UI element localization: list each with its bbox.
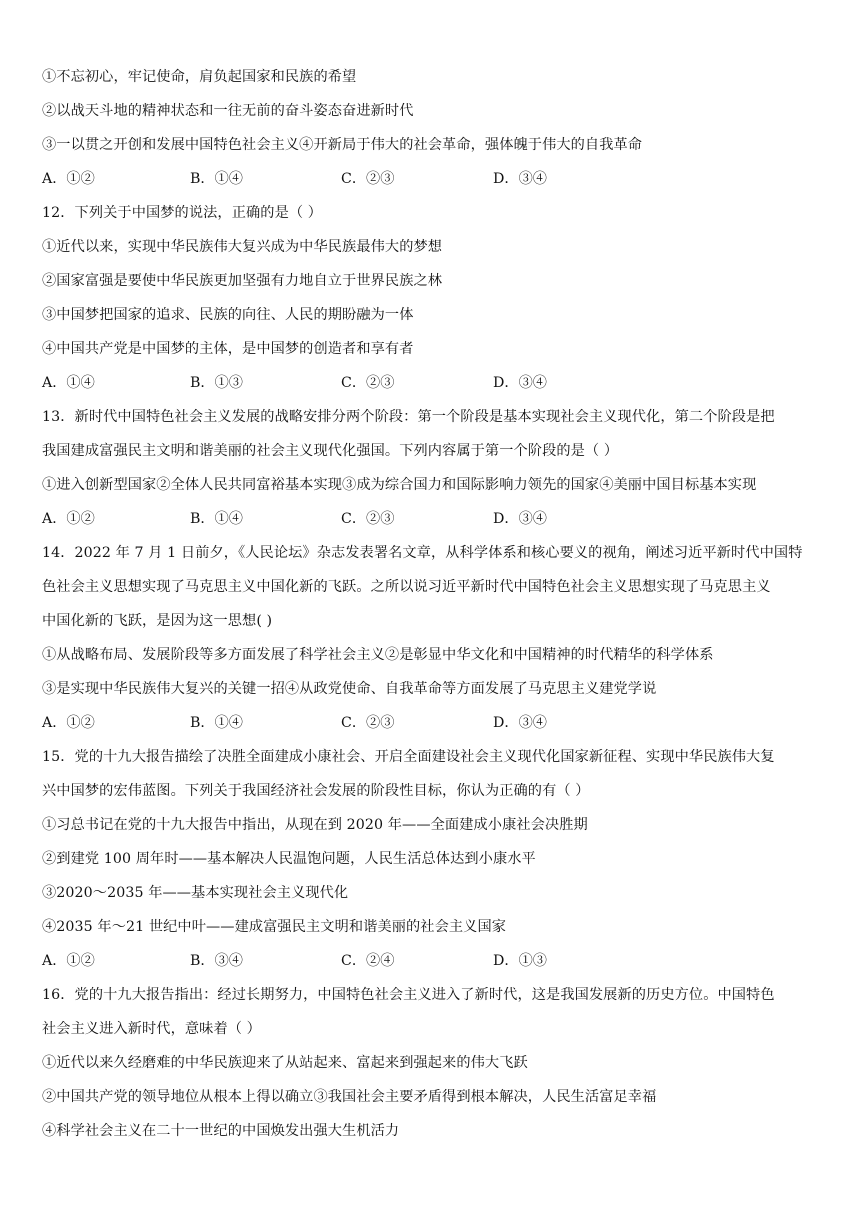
choice-a: A．①②	[42, 511, 95, 527]
answer-choices-q14	[42, 713, 822, 733]
q13-statements: ①进入创新型国家②全体人民共同富裕基本实现③成为综合国力和国际影响力领先的国家④美丽中国目标基本实现	[42, 477, 757, 493]
choice-c: C．②③	[341, 511, 395, 527]
choice-a: A．①④	[42, 375, 95, 391]
choice-d: D．③④	[493, 511, 547, 527]
choice-d: D．③④	[493, 171, 547, 187]
choice-a: A．①②	[42, 171, 95, 187]
answer-choices-q11	[42, 169, 822, 189]
question-15-stem-line-1: 15．党的十九大报告描绘了决胜全面建成小康社会、开启全面建设社会主义现代化国家新征程、实现中华民族伟大复	[42, 749, 775, 765]
question-16-stem-line-2: 社会主义进入新时代，意味着（ ）	[42, 1021, 261, 1037]
choice-c: C．②③	[341, 715, 395, 731]
q16-statement-1: ①近代以来久经磨难的中华民族迎来了从站起来、富起来到强起来的伟大飞跃	[42, 1055, 528, 1071]
choice-b: B．①④	[190, 511, 243, 527]
question-14-stem-line-2: 色社会主义思想实现了马克思主义中国化新的飞跃。之所以说习近平新时代中国特色社会主义思想实现了马克思主义	[42, 579, 771, 595]
q12-statement-1: ①近代以来，实现中华民族伟大复兴成为中华民族最伟大的梦想	[42, 239, 443, 255]
choice-b: B．①④	[190, 171, 243, 187]
option-statement-1: ①不忘初心，牢记使命，肩负起国家和民族的希望	[42, 69, 357, 85]
answer-choices-q12	[42, 373, 822, 393]
q12-statement-2: ②国家富强是要使中华民族更加坚强有力地自立于世界民族之林	[42, 273, 443, 289]
choice-a: A．①②	[42, 953, 95, 969]
q12-statement-3: ③中国梦把国家的追求、民族的向往、人民的期盼融为一体	[42, 307, 414, 323]
question-16-stem-line-1: 16．党的十九大报告指出：经过长期努力，中国特色社会主义进入了新时代，这是我国发展新的历史方位。中国特色	[42, 987, 775, 1003]
q14-statements-1: ①从战略布局、发展阶段等多方面发展了科学社会主义②是彰显中华文化和中国精神的时代精华的科学体系	[42, 647, 714, 663]
choice-d: D．①③	[493, 953, 547, 969]
answer-choices-q15	[42, 951, 822, 971]
question-13-stem-line-1: 13．新时代中国特色社会主义发展的战略安排分两个阶段：第一个阶段是基本实现社会主义现代化，第二个阶段是把	[42, 409, 775, 425]
question-14-stem-line-1: 14．2022 年 7 月 1 日前夕，《人民论坛》杂志发表署名文章，从科学体系和核心要义的视角，阐述习近平新时代中国特	[42, 545, 803, 561]
q15-statement-1: ①习总书记在党的十九大报告中指出，从现在到 2020 年——全面建成小康社会决胜期	[42, 817, 588, 833]
option-statement-3: ③一以贯之开创和发展中国特色社会主义④开新局于伟大的社会革命，强体魄于伟大的自我革命	[42, 137, 643, 153]
q12-statement-4: ④中国共产党是中国梦的主体，是中国梦的创造者和享有者	[42, 341, 414, 357]
answer-choices-q13	[42, 509, 822, 529]
question-14-stem-line-3: 中国化新的飞跃，是因为这一思想( )	[42, 613, 273, 629]
q14-statements-2: ③是实现中华民族伟大复兴的关键一招④从政党使命、自我革命等方面发展了马克思主义建党学说	[42, 681, 657, 697]
question-12-stem: 12．下列关于中国梦的说法，正确的是（ ）	[42, 205, 323, 221]
choice-d: D．③④	[493, 375, 547, 391]
q15-statement-4: ④2035 年～21 世纪中叶——建成富强民主文明和谐美丽的社会主义国家	[42, 919, 507, 935]
choice-c: C．②③	[341, 171, 395, 187]
q15-statement-3: ③2020～2035 年——基本实现社会主义现代化	[42, 885, 349, 901]
choice-d: D．③④	[493, 715, 547, 731]
q16-statements-2-3: ②中国共产党的领导地位从根本上得以确立③我国社会主要矛盾得到根本解决，人民生活富足幸福	[42, 1089, 657, 1105]
q16-statement-4: ④科学社会主义在二十一世纪的中国焕发出强大生机活力	[42, 1123, 400, 1139]
choice-c: C．②③	[341, 375, 395, 391]
question-13-stem-line-2: 我国建成富强民主文明和谐美丽的社会主义现代化强国。下列内容属于第一个阶段的是（ ）	[42, 443, 619, 459]
q15-statement-2: ②到建党 100 周年时——基本解决人民温饱问题，人民生活总体达到小康水平	[42, 851, 536, 867]
choice-b: B．①③	[190, 375, 243, 391]
choice-b: B．①④	[190, 715, 243, 731]
choice-a: A．①②	[42, 715, 95, 731]
question-15-stem-line-2: 兴中国梦的宏伟蓝图。下列关于我国经济社会发展的阶段性目标，你认为正确的有（ ）	[42, 783, 590, 799]
option-statement-2: ②以战天斗地的精神状态和一往无前的奋斗姿态奋进新时代	[42, 103, 414, 119]
choice-b: B．③④	[190, 953, 243, 969]
choice-c: C．②④	[341, 953, 395, 969]
